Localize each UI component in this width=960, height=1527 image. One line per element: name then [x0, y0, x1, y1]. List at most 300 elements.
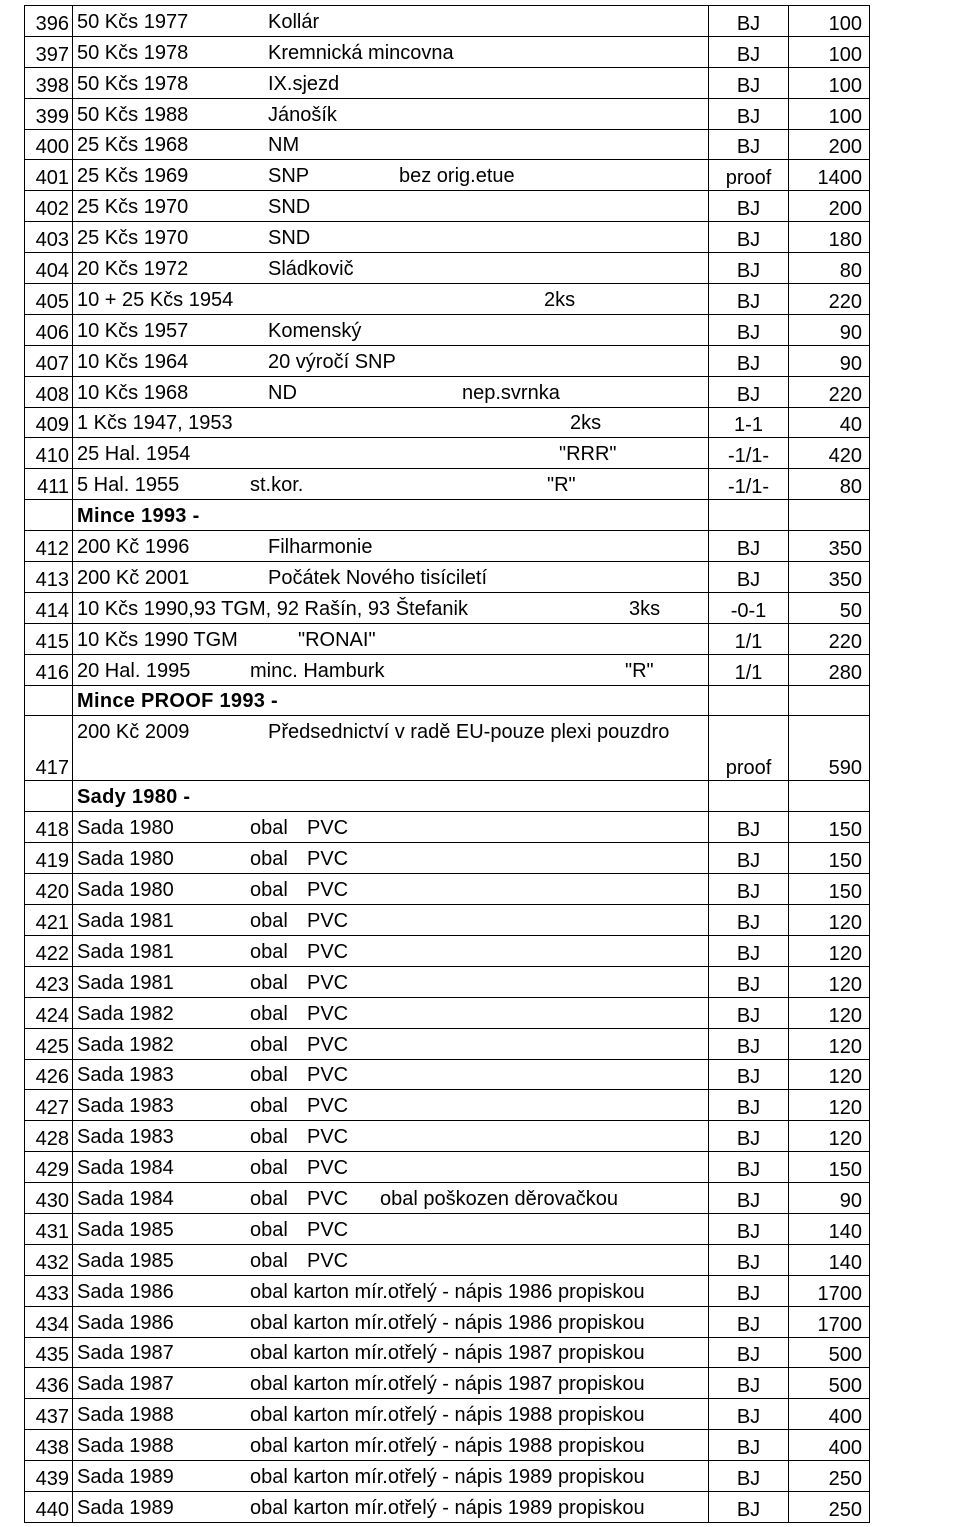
- table-row: [25, 874, 870, 905]
- item-price: 500: [789, 1368, 870, 1399]
- description-segment: Sada 1982: [77, 1002, 174, 1025]
- table-row: [25, 160, 870, 191]
- item-price: 120: [789, 1059, 870, 1090]
- description-segment: obal karton mír.otřelý - nápis 1986 propiskou: [250, 1311, 645, 1334]
- description-segment: Sada 1981: [77, 909, 174, 932]
- description-segment: 10 Kčs 1990,93 TGM, 92 Rašín, 93 Štefanik: [77, 597, 468, 620]
- table-row: [25, 654, 870, 685]
- item-grade: BJ: [709, 874, 789, 905]
- item-price: 400: [789, 1430, 870, 1461]
- description-segment: PVC: [307, 1249, 349, 1272]
- description-segment: Kollár: [268, 10, 320, 33]
- item-grade: BJ: [709, 284, 789, 315]
- item-grade: BJ: [709, 905, 789, 936]
- item-grade: BJ: [709, 1244, 789, 1275]
- item-price: 100: [789, 36, 870, 67]
- table-row: [25, 966, 870, 997]
- description-segment: 5 Hal. 1955: [77, 474, 180, 497]
- item-grade: BJ: [709, 997, 789, 1028]
- description-segment: 25 Kčs 1970: [77, 227, 189, 250]
- description-segment: Sada 1986: [77, 1280, 174, 1303]
- item-number: 423: [25, 966, 73, 997]
- description-segment: 200 Kč 2009: [77, 721, 190, 744]
- item-number: 434: [25, 1306, 73, 1337]
- description-segment: obal: [250, 909, 288, 932]
- table-row: [25, 222, 870, 253]
- item-description: [73, 314, 709, 345]
- item-number: 401: [25, 160, 73, 191]
- item-number: 405: [25, 284, 73, 315]
- item-grade: -1/1-: [709, 469, 789, 500]
- description-segment: 10 Kčs 1964: [77, 350, 189, 373]
- item-description: [73, 1430, 709, 1461]
- item-grade: [709, 781, 789, 812]
- item-grade: BJ: [709, 36, 789, 67]
- item-grade: BJ: [709, 562, 789, 593]
- description-segment: SND: [268, 227, 311, 250]
- description-segment: Komenský: [268, 319, 362, 342]
- item-description: [73, 874, 709, 905]
- item-price: 350: [789, 531, 870, 562]
- table-row: [25, 284, 870, 315]
- item-description: [73, 36, 709, 67]
- item-price: 1400: [789, 160, 870, 191]
- description-segment: 20 Kčs 1972: [77, 258, 189, 281]
- item-grade: BJ: [709, 966, 789, 997]
- item-description: [73, 67, 709, 98]
- item-number: 396: [25, 6, 73, 37]
- table-row: [25, 407, 870, 438]
- item-description: [73, 98, 709, 129]
- item-price: 100: [789, 98, 870, 129]
- item-price: 120: [789, 997, 870, 1028]
- item-price: 90: [789, 345, 870, 376]
- description-segment: obal: [250, 879, 288, 902]
- item-price: 150: [789, 843, 870, 874]
- item-description: [73, 438, 709, 469]
- item-price: 120: [789, 1028, 870, 1059]
- item-grade: BJ: [709, 812, 789, 843]
- description-segment: obal karton mír.otřelý - nápis 1987 propiskou: [250, 1342, 645, 1365]
- item-number: 426: [25, 1059, 73, 1090]
- description-segment: obal karton mír.otřelý - nápis 1986 propiskou: [250, 1280, 645, 1303]
- item-price: 120: [789, 905, 870, 936]
- table-row: [25, 562, 870, 593]
- description-segment: Sada 1988: [77, 1404, 174, 1427]
- item-grade: BJ: [709, 129, 789, 160]
- description-segment: PVC: [307, 1187, 349, 1210]
- description-segment: 25 Kčs 1968: [77, 134, 189, 157]
- description-segment: SND: [268, 196, 311, 219]
- item-price: 420: [789, 438, 870, 469]
- item-price: 50: [789, 592, 870, 623]
- item-grade: BJ: [709, 935, 789, 966]
- item-grade: BJ: [709, 1121, 789, 1152]
- description-segment: IX.sjezd: [268, 72, 340, 95]
- item-grade: BJ: [709, 1183, 789, 1214]
- description-segment: 25 Kčs 1969: [77, 165, 189, 188]
- item-price: 200: [789, 191, 870, 222]
- item-price: 100: [789, 6, 870, 37]
- description-segment: nep.svrnka: [462, 381, 560, 404]
- section-heading: [73, 781, 709, 812]
- table-row: [25, 67, 870, 98]
- item-price: 120: [789, 1121, 870, 1152]
- item-grade: BJ: [709, 67, 789, 98]
- description-segment: minc. Hamburk: [250, 659, 385, 682]
- item-grade: BJ: [709, 6, 789, 37]
- item-description: [73, 1306, 709, 1337]
- item-number: 398: [25, 67, 73, 98]
- item-description: [73, 1491, 709, 1522]
- description-segment: obal: [250, 1218, 288, 1241]
- item-description: [73, 654, 709, 685]
- description-segment: 2ks: [570, 412, 602, 435]
- item-number: 408: [25, 376, 73, 407]
- item-price: 150: [789, 1152, 870, 1183]
- description-segment: PVC: [307, 1218, 349, 1241]
- item-price: 200: [789, 129, 870, 160]
- item-number: 412: [25, 531, 73, 562]
- item-grade: BJ: [709, 1028, 789, 1059]
- item-description: [73, 160, 709, 191]
- table-row: [25, 1213, 870, 1244]
- table-row: [25, 716, 870, 781]
- description-segment: 50 Kčs 1978: [77, 41, 189, 64]
- table-row: [25, 1337, 870, 1368]
- description-segment: PVC: [307, 971, 349, 994]
- item-description: [73, 191, 709, 222]
- description-segment: PVC: [307, 1033, 349, 1056]
- item-description: [73, 1028, 709, 1059]
- item-number: 397: [25, 36, 73, 67]
- section-heading-row: [25, 500, 870, 531]
- item-number: 419: [25, 843, 73, 874]
- price-list-table: [24, 5, 870, 1523]
- item-number: 404: [25, 253, 73, 284]
- table-row: [25, 129, 870, 160]
- item-grade: BJ: [709, 253, 789, 284]
- description-segment: obal: [250, 817, 288, 840]
- item-description: [73, 905, 709, 936]
- item-number: 439: [25, 1461, 73, 1492]
- table-row: [25, 1121, 870, 1152]
- description-segment: obal karton mír.otřelý - nápis 1989 propiskou: [250, 1465, 645, 1488]
- description-segment: Sada 1980: [77, 879, 174, 902]
- description-segment: obal karton mír.otřelý - nápis 1989 propiskou: [250, 1496, 645, 1519]
- item-grade: BJ: [709, 843, 789, 874]
- item-grade: BJ: [709, 1059, 789, 1090]
- description-segment: Předsednictví v radě EU-pouze plexi pouzdro: [268, 721, 670, 744]
- table-row: [25, 1152, 870, 1183]
- item-number: 407: [25, 345, 73, 376]
- description-segment: obal: [250, 1002, 288, 1025]
- item-number: 414: [25, 592, 73, 623]
- item-number: 420: [25, 874, 73, 905]
- table-row: [25, 376, 870, 407]
- item-grade: [709, 500, 789, 531]
- description-segment: 20 výročí SNP: [268, 350, 396, 373]
- item-grade: BJ: [709, 1337, 789, 1368]
- description-segment: 200 Kč 1996: [77, 536, 190, 559]
- item-grade: -0-1: [709, 592, 789, 623]
- description-segment: Sada 1981: [77, 971, 174, 994]
- table-row: [25, 935, 870, 966]
- table-row: [25, 1090, 870, 1121]
- item-price: 400: [789, 1399, 870, 1430]
- description-segment: "R": [547, 474, 576, 497]
- description-segment: 3ks: [629, 597, 661, 620]
- item-description: [73, 1399, 709, 1430]
- table-row: [25, 843, 870, 874]
- item-grade: BJ: [709, 1399, 789, 1430]
- description-segment: obal: [250, 1157, 288, 1180]
- description-segment: Sada 1989: [77, 1465, 174, 1488]
- table-row: [25, 997, 870, 1028]
- item-grade: 1/1: [709, 623, 789, 654]
- description-segment: PVC: [307, 940, 349, 963]
- item-description: [73, 1183, 709, 1214]
- description-segment: SNP: [268, 165, 310, 188]
- description-segment: Sládkovič: [268, 258, 354, 281]
- description-segment: Sada 1989: [77, 1496, 174, 1519]
- item-number: 436: [25, 1368, 73, 1399]
- table-row: [25, 1430, 870, 1461]
- item-description: [73, 966, 709, 997]
- description-segment: obal poškozen děrovačkou: [380, 1187, 618, 1210]
- item-number: 430: [25, 1183, 73, 1214]
- description-segment: PVC: [307, 1064, 349, 1087]
- item-description: [73, 1337, 709, 1368]
- table-row: [25, 1491, 870, 1522]
- item-grade: [709, 685, 789, 716]
- description-segment: ND: [268, 381, 297, 404]
- item-description: [73, 407, 709, 438]
- item-grade: BJ: [709, 1306, 789, 1337]
- item-description: [73, 129, 709, 160]
- item-description: [73, 345, 709, 376]
- item-price: 80: [789, 469, 870, 500]
- description-segment: 200 Kč 2001: [77, 566, 190, 589]
- description-segment: obal karton mír.otřelý - nápis 1988 propiskou: [250, 1404, 645, 1427]
- item-description: [73, 935, 709, 966]
- item-number: 428: [25, 1121, 73, 1152]
- item-price: 500: [789, 1337, 870, 1368]
- table-row: [25, 592, 870, 623]
- item-description: [73, 222, 709, 253]
- item-description: [73, 843, 709, 874]
- item-price: 220: [789, 284, 870, 315]
- item-price: 90: [789, 1183, 870, 1214]
- item-price: 40: [789, 407, 870, 438]
- item-price: 120: [789, 966, 870, 997]
- table-row: [25, 623, 870, 654]
- item-description: [73, 1275, 709, 1306]
- item-price: 590: [789, 716, 870, 781]
- item-description: [73, 531, 709, 562]
- table-row: [25, 6, 870, 37]
- item-description: [73, 623, 709, 654]
- item-grade: BJ: [709, 376, 789, 407]
- table-row: [25, 98, 870, 129]
- item-grade: BJ: [709, 314, 789, 345]
- description-segment: Sada 1987: [77, 1373, 174, 1396]
- item-number: 400: [25, 129, 73, 160]
- item-price: 140: [789, 1213, 870, 1244]
- item-price: 280: [789, 654, 870, 685]
- description-segment: obal karton mír.otřelý - nápis 1987 propiskou: [250, 1373, 645, 1396]
- item-price: [789, 781, 870, 812]
- description-segment: obal: [250, 1064, 288, 1087]
- item-price: 250: [789, 1491, 870, 1522]
- description-segment: obal: [250, 940, 288, 963]
- table-row: [25, 1368, 870, 1399]
- item-number: 409: [25, 407, 73, 438]
- item-price: 90: [789, 314, 870, 345]
- item-price: 1700: [789, 1306, 870, 1337]
- item-price: 150: [789, 812, 870, 843]
- description-segment: PVC: [307, 909, 349, 932]
- item-price: 120: [789, 935, 870, 966]
- description-segment: 10 + 25 Kčs 1954: [77, 288, 234, 311]
- table-row: [25, 314, 870, 345]
- description-segment: Sada 1987: [77, 1342, 174, 1365]
- description-segment: Sada 1982: [77, 1033, 174, 1056]
- description-segment: obal: [250, 1033, 288, 1056]
- item-price: 180: [789, 222, 870, 253]
- item-number: [25, 781, 73, 812]
- table-row: [25, 1461, 870, 1492]
- item-grade: BJ: [709, 222, 789, 253]
- item-price: 220: [789, 376, 870, 407]
- description-segment: Sada 1983: [77, 1064, 174, 1087]
- description-segment: obal: [250, 971, 288, 994]
- item-grade: 1-1: [709, 407, 789, 438]
- description-segment: 10 Kčs 1990 TGM: [77, 628, 238, 651]
- description-segment: 50 Kčs 1988: [77, 103, 189, 126]
- item-number: 418: [25, 812, 73, 843]
- item-number: 403: [25, 222, 73, 253]
- item-grade: BJ: [709, 1461, 789, 1492]
- item-grade: proof: [709, 716, 789, 781]
- description-segment: 50 Kčs 1978: [77, 72, 189, 95]
- description-segment: Sada 1984: [77, 1187, 174, 1210]
- item-grade: BJ: [709, 1368, 789, 1399]
- table-row: [25, 1399, 870, 1430]
- item-description: [73, 469, 709, 500]
- item-grade: BJ: [709, 531, 789, 562]
- item-number: 406: [25, 314, 73, 345]
- description-segment: 20 Hal. 1995: [77, 659, 191, 682]
- description-segment: NM: [268, 134, 300, 157]
- table-row: [25, 469, 870, 500]
- item-number: 435: [25, 1337, 73, 1368]
- description-segment: 25 Hal. 1954: [77, 443, 191, 466]
- item-price: 350: [789, 562, 870, 593]
- table-row: [25, 191, 870, 222]
- item-price: 80: [789, 253, 870, 284]
- item-description: [73, 253, 709, 284]
- description-segment: "RONAI": [298, 628, 376, 651]
- description-segment: PVC: [307, 879, 349, 902]
- item-number: 417: [25, 716, 73, 781]
- description-segment: obal: [250, 1126, 288, 1149]
- description-segment: Sada 1984: [77, 1157, 174, 1180]
- table-row: [25, 1244, 870, 1275]
- section-heading-text: Mince PROOF 1993 -: [77, 690, 279, 713]
- item-number: 422: [25, 935, 73, 966]
- item-description: [73, 1059, 709, 1090]
- item-price: 150: [789, 874, 870, 905]
- item-price: 100: [789, 67, 870, 98]
- item-description: [73, 716, 709, 781]
- item-description: [73, 997, 709, 1028]
- section-heading: [73, 685, 709, 716]
- item-number: 410: [25, 438, 73, 469]
- item-description: [73, 562, 709, 593]
- item-number: 411: [25, 469, 73, 500]
- item-grade: BJ: [709, 1090, 789, 1121]
- item-description: [73, 1213, 709, 1244]
- item-number: 399: [25, 98, 73, 129]
- description-segment: obal karton mír.otřelý - nápis 1988 propiskou: [250, 1435, 645, 1458]
- item-price: 120: [789, 1090, 870, 1121]
- item-grade: proof: [709, 160, 789, 191]
- section-heading-text: Mince 1993 -: [77, 505, 200, 528]
- item-description: [73, 1152, 709, 1183]
- item-price: [789, 500, 870, 531]
- description-segment: obal: [250, 1095, 288, 1118]
- item-description: [73, 1461, 709, 1492]
- section-heading: [73, 500, 709, 531]
- item-number: [25, 500, 73, 531]
- item-number: 416: [25, 654, 73, 685]
- item-description: [73, 812, 709, 843]
- item-description: [73, 592, 709, 623]
- description-segment: Jánošík: [268, 103, 337, 126]
- item-grade: BJ: [709, 1152, 789, 1183]
- description-segment: Sada 1988: [77, 1435, 174, 1458]
- description-segment: 2ks: [544, 288, 576, 311]
- item-description: [73, 376, 709, 407]
- item-description: [73, 1244, 709, 1275]
- item-description: [73, 284, 709, 315]
- item-number: 421: [25, 905, 73, 936]
- description-segment: Sada 1985: [77, 1249, 174, 1272]
- item-number: 424: [25, 997, 73, 1028]
- item-description: [73, 1121, 709, 1152]
- description-segment: Sada 1980: [77, 848, 174, 871]
- item-grade: -1/1-: [709, 438, 789, 469]
- description-segment: 50 Kčs 1977: [77, 10, 189, 33]
- item-number: 402: [25, 191, 73, 222]
- price-list-body: [25, 6, 870, 1523]
- item-number: 433: [25, 1275, 73, 1306]
- item-description: [73, 6, 709, 37]
- description-segment: "RRR": [559, 443, 617, 466]
- description-segment: Kremnická mincovna: [268, 41, 454, 64]
- table-row: [25, 1028, 870, 1059]
- description-segment: st.kor.: [250, 474, 304, 497]
- description-segment: bez orig.etue: [399, 165, 515, 188]
- description-segment: 10 Kčs 1968: [77, 381, 189, 404]
- description-segment: PVC: [307, 1157, 349, 1180]
- item-price: 250: [789, 1461, 870, 1492]
- description-segment: Sada 1986: [77, 1311, 174, 1334]
- item-number: 432: [25, 1244, 73, 1275]
- table-row: [25, 905, 870, 936]
- description-segment: PVC: [307, 848, 349, 871]
